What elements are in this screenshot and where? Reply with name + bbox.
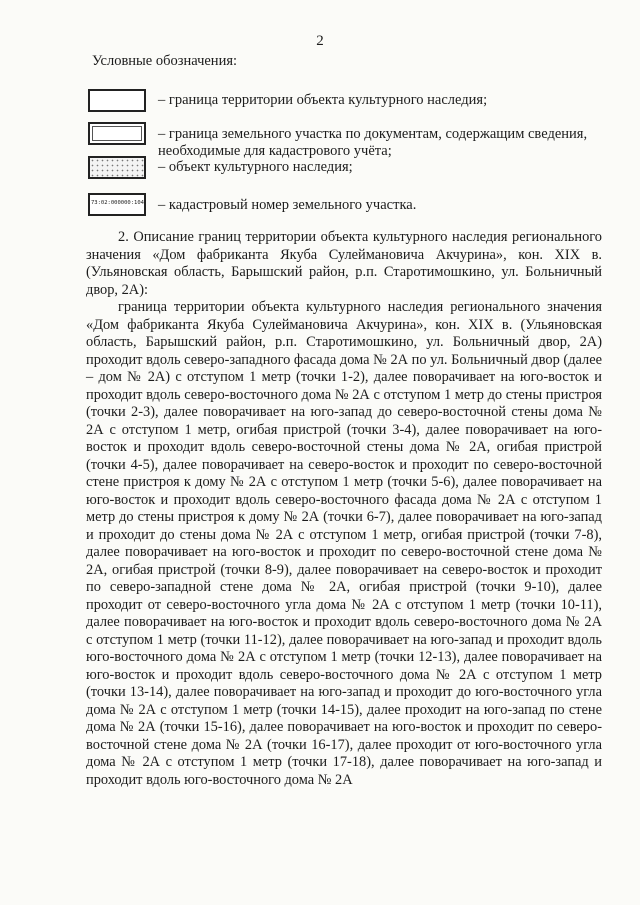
page-number: 2 — [316, 33, 324, 49]
heritage-boundary-swatch — [88, 89, 146, 112]
boundary-description — [86, 229, 602, 789]
legend-item-text: – объект культурного наследия; — [158, 159, 353, 175]
legend-item-text: – граница земельного участка по документам, содержащим сведения, необходимые для кадастрового учёта; — [158, 126, 588, 159]
legend-title: Условные обозначения: — [92, 53, 238, 69]
boundary-route-paragraph: граница территории объекта культурного наследия регионального значения «Дом фабриканта Якуба Сулеймановича Акчурина», кон. XIX в. (Ульяновская область, Барышский район, р.п. Старотимошкино, ул. Больничный двор, 2А) проходит вдоль северо-западного фасада дома № 2А по ул. Больничный двор (далее – дом № 2А) с отступом 1 метр (точки 1-2), далее поворачивает на юго-восток и проходит вдоль северо-восточного дома № 2А с отступом 1 метр до стены пристроя (точки 2-3), далее поворачивает на юго-запад до северо-восточной стены дома № 2А с отступом 1 метр, огибая пристрой (точки 3-4), далее поворачивает на юго-восток и проходит вдоль северо-восточной стены дома № 2А, огибая пристрой (точки 4-5), далее поворачивает на северо-восток и проходит по северо-восточной стене пристроя к дому № 2А с отступом 1 метр (точки 5-6), далее поворачивает на юго-восток и проходит вдоль северо-восточного фасада дома № 2А с отступом 1 метр до стены пристроя к дому № 2А (точки 6-7), далее поворачивает на юго-запад и проходит до стены дома № 2А с отступом 1 метр, огибая пристрой (точки 7-8), далее поворачивает на юго-восток и проходит по северо-восточной стене дома № 2А, огибая пристрой (точки 8-9), далее поворачивает на северо-восток и проходит по северо-западной стене дома № 2А, огибая пристрой (точки 9-10), далее проходит от северо-восточного угла дома № 2А с отступом 1 метр (точки 10-11), далее поворачивает на юго-восток и проходит вдоль северо-восточного дома № 2А с отступом 1 метр (точки 11-12), далее поворачивает на юго-запад и проходит вдоль юго-восточного дома № 2А с отступом 1 метр (точки 12-13), далее поворачивает на юго-восток и проходит вдоль северо-восточного дома № 2А с отступом 1 метр (точки 13-14), далее поворачивает на юго-запад и проходит до юго-восточного угла дома № 2А с отступом 1 метр (точки 14-15), далее проходит на юго-запад по стене дома № 2А (точки 15-16), далее поворачивает на юго-восток и проходит по северо-восточной стене дома № 2А (точки 16-17), далее проходит от юго-восточного угла дома № 2А с отступом 1 метр (точки 17-18), далее поворачивает на юго-запад и проходит вдоль юго-восточного дома № 2А — [86, 299, 602, 788]
cadastral-number-sample: 73:02:000000:104 — [91, 200, 144, 206]
land-plot-boundary-swatch — [88, 122, 146, 145]
cadastral-number-swatch — [88, 193, 146, 216]
heritage-object-swatch — [88, 156, 146, 179]
section-2-heading-paragraph: 2. Описание границ территории объекта культурного наследия регионального значения «Дом фабриканта Якуба Сулеймановича Акчурина», кон. XIX в. (Ульяновская область, Барышский район, р.п. Старотимошкино, ул. Больничный двор, 2А): — [86, 229, 602, 298]
legend-item-text: – граница территории объекта культурного наследия; — [158, 92, 488, 108]
legend-item-text: – кадастровый номер земельного участка. — [158, 197, 417, 213]
